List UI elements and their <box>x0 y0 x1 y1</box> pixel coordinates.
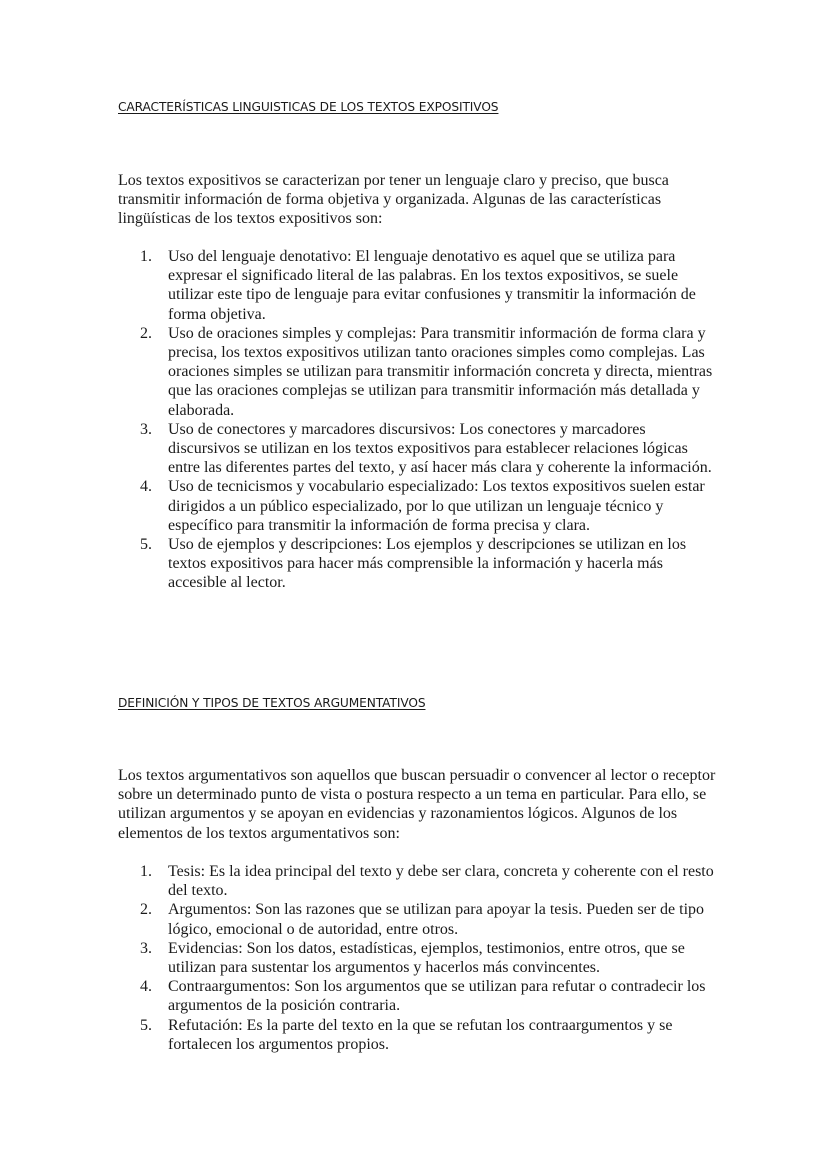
intro-paragraph-expositivos: Los textos expositivos se caracterizan por tener un lenguaje claro y preciso, que busca transmitir información de forma objetiva y organizada. Algunas de las características lingüísticas de los textos expositivos son: <box>118 172 669 228</box>
section-heading-argumentativos: DEFINICIÓN Y TIPOS DE TEXTOS ARGUMENTATIVOS <box>118 696 426 710</box>
list-item <box>118 862 718 900</box>
list-item-text: Uso del lenguaje denotativo: El lenguaje denotativo es aquel que se utiliza para expresar el significado literal de las palabras. En los textos expositivos, se suele utilizar este tipo de lenguaje para evitar confusiones y transmitir la información de forma objetiva. <box>168 248 696 323</box>
list-item-text: Uso de conectores y marcadores discursivos: Los conectores y marcadores discursivos se utilizan en los textos expositivos para establecer relaciones lógicas entre las diferentes partes del texto, y así hacer más clara y coherente la información. <box>168 420 712 477</box>
list-item-text: Argumentos: Son las razones que se utilizan para apoyar la tesis. Pueden ser de tipo lógico, emocional o de autoridad, entre otros. <box>168 901 705 938</box>
list-item <box>118 900 718 938</box>
list-item-number: 3. <box>140 939 152 957</box>
list-item <box>118 939 718 977</box>
characteristics-list <box>118 247 718 593</box>
list-item-number: 2. <box>140 324 152 342</box>
list-item <box>118 535 718 593</box>
section-heading-expositivos: CARACTERÍSTICAS LINGUISTICAS DE LOS TEXTOS EXPOSITIVOS <box>118 100 499 114</box>
list-item <box>118 247 718 324</box>
list-item-text: Evidencias: Son los datos, estadísticas, ejemplos, testimonios, entre otros, que se utilizan para sustentar los argumentos y hacerlos más convincentes. <box>168 939 685 977</box>
list-item-number: 1. <box>140 248 152 265</box>
list-item-number: 4. <box>140 478 152 496</box>
list-item-number: 5. <box>140 1016 152 1034</box>
list-item <box>118 324 718 420</box>
list-item-text: Tesis: Es la idea principal del texto y debe ser clara, concreta y coherente con el resto del texto. <box>168 863 714 900</box>
list-item-number: 3. <box>140 420 152 438</box>
list-item-text: Refutación: Es la parte del texto en la que se refutan los contraargumentos y se fortalecen los argumentos propios. <box>168 1016 673 1053</box>
list-item <box>118 477 718 535</box>
list-item-text: Uso de oraciones simples y complejas: Para transmitir información de forma clara y precisa, los textos expositivos utilizan tanto oraciones simples como complejas. Las oraciones simples se utilizan para transmitir información concreta y directa, mientras que las oraciones complejas se utilizan para transmitir información más detallada y elaborada. <box>168 324 713 419</box>
list-item-number: 2. <box>140 901 152 919</box>
list-item-number: 4. <box>140 978 152 996</box>
list-item-number: 1. <box>140 863 152 880</box>
list-item-text: Uso de ejemplos y descripciones: Los ejemplos y descripciones se utilizan en los textos expositivos para hacer más comprensible la información y hacerla más accesible al lector. <box>168 536 687 592</box>
list-item <box>118 1016 718 1054</box>
intro-paragraph-argumentativos: Los textos argumentativos son aquellos que buscan persuadir o convencer al lector o receptor sobre un determinado punto de vista o postura respecto a un tema en particular. Para ello, se utilizan argumentos y se apoyan en evidencias y razonamientos lógicos. Algunos de los elementos de los textos argumentativos son: <box>118 767 716 842</box>
list-item <box>118 977 718 1015</box>
list-item-text: Uso de tecnicismos y vocabulario especializado: Los textos expositivos suelen estar dirigidos a un público especializado, por lo que utilizan un lenguaje técnico y específico para transmitir la información de forma precisa y clara. <box>168 478 705 534</box>
list-item-text: Contraargumentos: Son los argumentos que se utilizan para refutar o contradecir los argumentos de la posición contraria. <box>168 978 706 1015</box>
elements-list <box>118 862 718 1054</box>
list-item <box>118 420 718 478</box>
list-item-number: 5. <box>140 536 152 554</box>
